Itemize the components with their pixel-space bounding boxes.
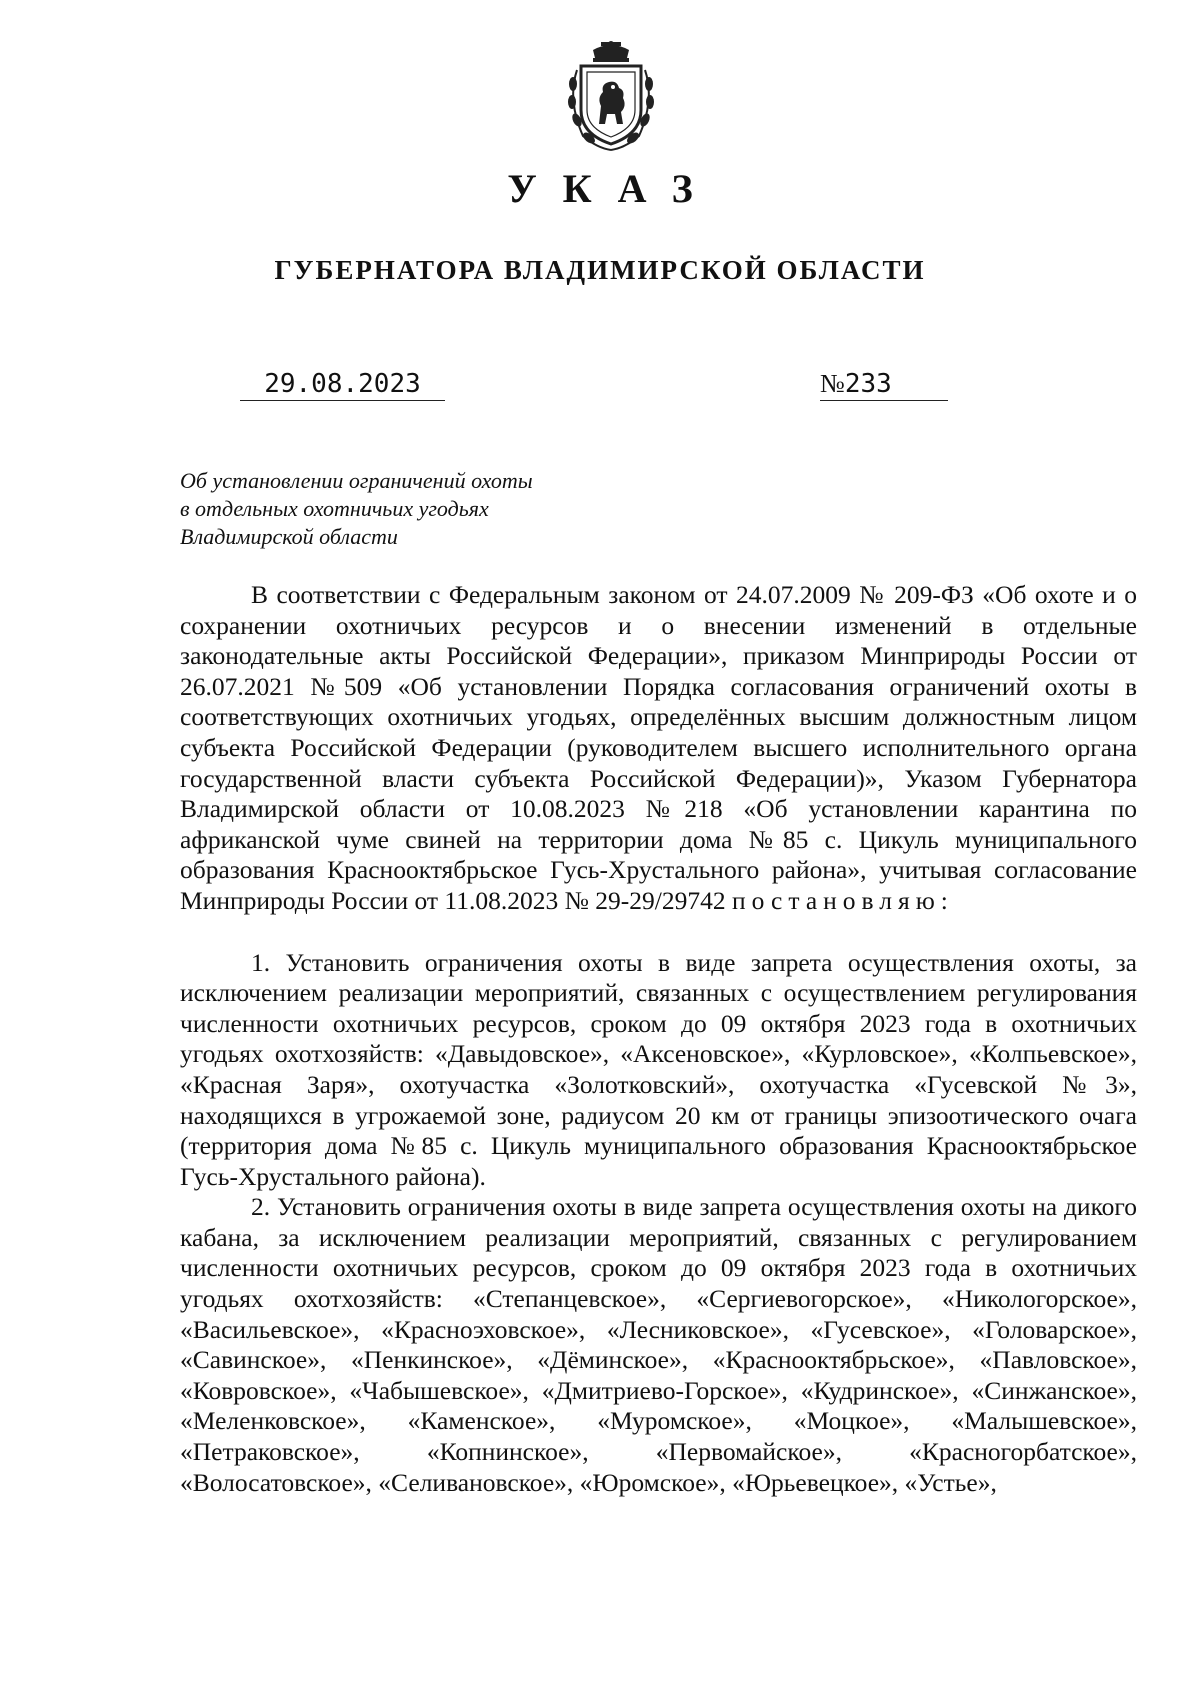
heading-line: в отдельных охотничьих угодьях xyxy=(180,496,489,521)
heading-line: Владимирской области xyxy=(180,524,398,549)
decree-date: 29.08.2023 xyxy=(240,368,445,401)
heading-line: Об установлении ограничений охоты xyxy=(180,468,533,493)
item-2-paragraph: 2. Установить ограничения охоты в виде запрета осуществления охоты на дикого кабана, за исключением реализации мероприятий, связанных с регулированием численности охотничьих ресурсов, сроком до 09 октября 2023 года в охотничьих угодьях охотхозяйств: «Степанцевское», «Сергиевогорское», «Никологорское», «Васильевское», «Красноэховское», «Лесниковское», «Гусевское», «Головарское», «Савинское», «Пенкинское», «Дёминское», «Краснооктябрьское», «Павловское», «Ковровское», «Чабышевское», «Дмитриево-Горское», «Кудринское», «Синжанское», «Меленковское», «Каменское», «Муромское», «Моцкое», «Малышевское», «Петраковское», «Копнинское», «Первомайское», «Красногорбатское», «Волосатовское», «Селивановское», «Юромское», «Юрьевецкое», «Устье», xyxy=(180,1192,1137,1497)
item-1-paragraph: 1. Установить ограничения охоты в виде запрета осуществления охоты, за исключением реализации мероприятий, связанных с осуществлением регулирования численности охотничьих ресурсов, сроком до 09 октября 2023 года в охотничьих угодьях охотхозяйств: «Давыдовское», «Аксеновское», «Курловское», «Колпьевское», «Красная Заря», охотучастка «Золотковский», охотучастка «Гусевской №3», находящихся в угрожаемой зоне, радиусом 20 км от границы эпизоотического очага (территория дома №85 с. Цикуль муниципального образования Краснооктябрьское Гусь-Хрустального района). xyxy=(180,947,1137,1191)
preamble-paragraph xyxy=(180,580,1137,917)
decree-heading xyxy=(180,467,680,551)
coat-of-arms-emblem xyxy=(563,40,659,152)
document-title: УКАЗ xyxy=(507,166,719,211)
document-subtitle: ГУБЕРНАТОРА ВЛАДИМИРСКОЙ ОБЛАСТИ xyxy=(274,255,926,285)
number-value: 233 xyxy=(844,369,892,399)
preamble-text: В соответствии с Федеральным законом от 24.07.2009 № 209-ФЗ «Об охоте и о сохранении охотничьих ресурсов и о внесении изменений в отдельные законодательные акты Российской Федерации», приказом Минприроды России от 26.07.2021 №509 «Об установлении Порядка согласования ограничений охоты в соответствующих охотничьих угодьях, определённых высшим должностным лицом субъекта Российской Федерации (руководителем высшего исполнительного органа государственной власти субъекта Российской Федерации)», Указом Губернатора Владимирской области от 10.08.2023 №218 «Об установлении карантина по африканской чуме свиней на территории дома №85 с. Цикуль муниципального образования Краснооктябрьское Гусь-Хрустального района», учитывая согласование Минприроды России от 11.08.2023 № 29-29/29742 xyxy=(180,580,1137,915)
decree-body xyxy=(180,580,1137,1498)
number-sign: № xyxy=(820,369,845,398)
decree-word: постановляю: xyxy=(732,885,954,915)
decree-number xyxy=(820,368,948,401)
